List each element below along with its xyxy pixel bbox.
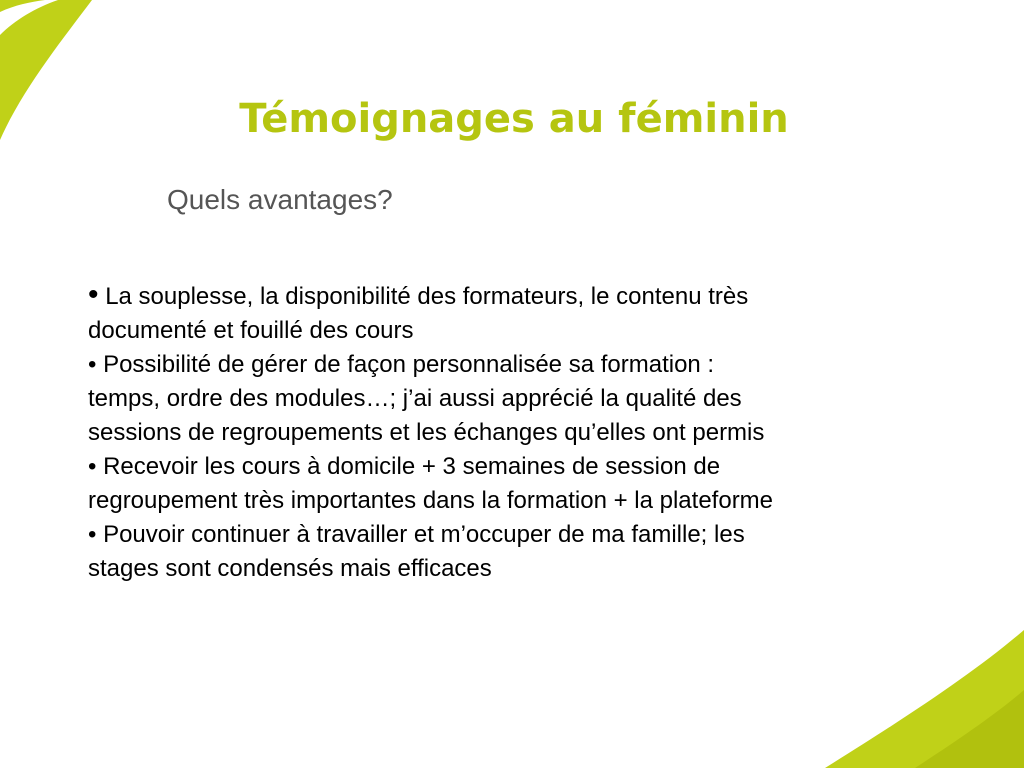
list-item-line: temps, ordre des modules…; j’ai aussi apprécié la qualité des — [88, 385, 742, 412]
list-item-continuation — [88, 416, 968, 450]
list-item — [88, 518, 968, 552]
bullet-list — [88, 278, 968, 586]
slide-subtitle: Quels avantages? — [167, 184, 393, 215]
list-item — [88, 348, 968, 382]
bullet-icon: • — [88, 351, 97, 378]
slide-title: Témoignages au féminin — [239, 96, 789, 142]
list-item-continuation — [88, 382, 968, 416]
bullet-icon: • — [88, 521, 97, 548]
list-item-line: documenté et fouillé des cours — [88, 317, 414, 344]
list-item-line: Possibilité de gérer de façon personnalisée sa formation : — [103, 351, 715, 378]
list-item-line: La souplesse, la disponibilité des formateurs, le contenu très — [105, 283, 749, 310]
list-item-line: Pouvoir continuer à travailler et m’occuper de ma famille; les — [103, 521, 745, 548]
list-item-continuation — [88, 314, 968, 348]
list-item-line: regroupement très importantes dans la formation + la plateforme — [88, 487, 774, 514]
list-item-line: stages sont condensés mais efficaces — [88, 555, 492, 582]
bullet-icon: • — [88, 453, 97, 480]
list-item-line: sessions de regroupements et les échanges qu’elles ont permis — [88, 419, 765, 446]
list-item-continuation — [88, 552, 968, 586]
list-item — [88, 278, 968, 314]
list-item-line: Recevoir les cours à domicile + 3 semaines de session de — [103, 453, 721, 480]
bullet-icon: • — [88, 278, 99, 311]
list-item — [88, 450, 968, 484]
list-item-continuation — [88, 484, 968, 518]
